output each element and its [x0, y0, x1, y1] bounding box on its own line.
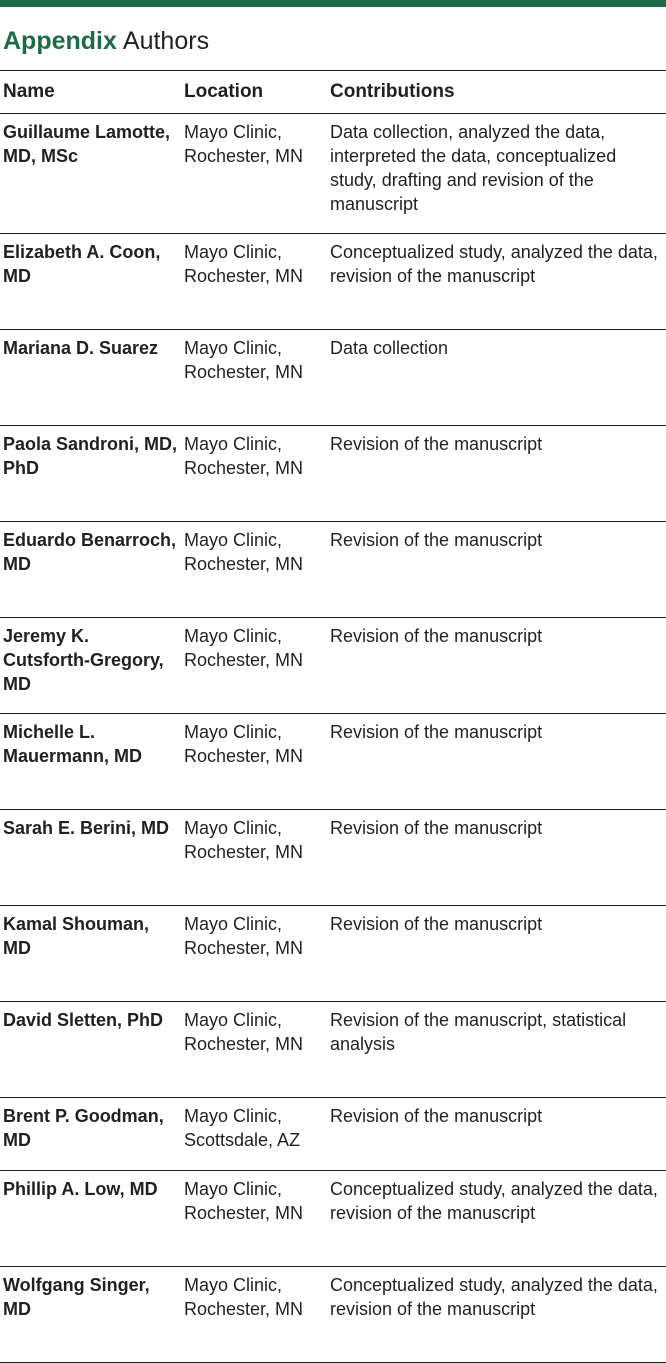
table-row	[0, 234, 666, 330]
author-location: Mayo Clinic, Rochester, MN	[181, 1171, 327, 1267]
author-name: Kamal Shouman, MD	[0, 906, 181, 1002]
author-contributions: Revision of the manuscript	[327, 714, 666, 810]
author-name: Guillaume Lamotte, MD, MSc	[0, 114, 181, 234]
table-row	[0, 426, 666, 522]
author-name: Wolfgang Singer, MD	[0, 1267, 181, 1363]
author-location: Mayo Clinic, Rochester, MN	[181, 618, 327, 714]
author-contributions: Revision of the manuscript	[327, 1098, 666, 1171]
author-contributions: Conceptualized study, analyzed the data, revision of the manuscript	[327, 1171, 666, 1267]
table-row	[0, 330, 666, 426]
author-location: Mayo Clinic, Rochester, MN	[181, 114, 327, 234]
author-contributions: Conceptualized study, analyzed the data, revision of the manuscript	[327, 1267, 666, 1363]
author-contributions: Revision of the manuscript	[327, 618, 666, 714]
author-location: Mayo Clinic, Rochester, MN	[181, 234, 327, 330]
author-name: Sarah E. Berini, MD	[0, 810, 181, 906]
authors-table	[0, 70, 666, 1363]
author-location: Mayo Clinic, Rochester, MN	[181, 1267, 327, 1363]
table-row	[0, 714, 666, 810]
table-row	[0, 1267, 666, 1363]
table-row	[0, 114, 666, 234]
author-name: Jeremy K. Cutsforth-Gregory, MD	[0, 618, 181, 714]
table-row	[0, 1002, 666, 1098]
top-accent-rule	[0, 0, 666, 7]
author-contributions: Revision of the manuscript	[327, 522, 666, 618]
author-location: Mayo Clinic, Rochester, MN	[181, 714, 327, 810]
column-header-name: Name	[0, 71, 181, 114]
author-name: Eduardo Benarroch, MD	[0, 522, 181, 618]
authors-label: Authors	[122, 27, 210, 55]
table-row	[0, 810, 666, 906]
table-row	[0, 1171, 666, 1267]
author-contributions: Revision of the manuscript	[327, 426, 666, 522]
author-name: Michelle L. Mauermann, MD	[0, 714, 181, 810]
table-row	[0, 1098, 666, 1171]
author-location: Mayo Clinic, Rochester, MN	[181, 810, 327, 906]
author-name: Phillip A. Low, MD	[0, 1171, 181, 1267]
author-location: Mayo Clinic, Rochester, MN	[181, 906, 327, 1002]
table-row	[0, 522, 666, 618]
author-name: David Sletten, PhD	[0, 1002, 181, 1098]
author-contributions: Data collection	[327, 330, 666, 426]
author-contributions: Revision of the manuscript	[327, 810, 666, 906]
table-row	[0, 618, 666, 714]
column-header-contributions: Contributions	[327, 71, 666, 114]
author-location: Mayo Clinic, Rochester, MN	[181, 1002, 327, 1098]
author-name: Paola Sandroni, MD, PhD	[0, 426, 181, 522]
author-name: Elizabeth A. Coon, MD	[0, 234, 181, 330]
author-contributions: Revision of the manuscript, statistical analysis	[327, 1002, 666, 1098]
column-header-location: Location	[181, 71, 327, 114]
header-row	[0, 71, 666, 114]
author-contributions: Conceptualized study, analyzed the data, revision of the manuscript	[327, 234, 666, 330]
author-contributions: Revision of the manuscript	[327, 906, 666, 1002]
author-location: Mayo Clinic, Scottsdale, AZ	[181, 1098, 327, 1171]
author-location: Mayo Clinic, Rochester, MN	[181, 522, 327, 618]
table-row	[0, 906, 666, 1002]
author-name: Mariana D. Suarez	[0, 330, 181, 426]
author-contributions: Data collection, analyzed the data, interpreted the data, conceptualized study, drafting and revision of the manuscript	[327, 114, 666, 234]
author-location: Mayo Clinic, Rochester, MN	[181, 330, 327, 426]
author-location: Mayo Clinic, Rochester, MN	[181, 426, 327, 522]
table-title	[3, 26, 209, 56]
appendix-label: Appendix	[3, 27, 117, 55]
author-name: Brent P. Goodman, MD	[0, 1098, 181, 1171]
